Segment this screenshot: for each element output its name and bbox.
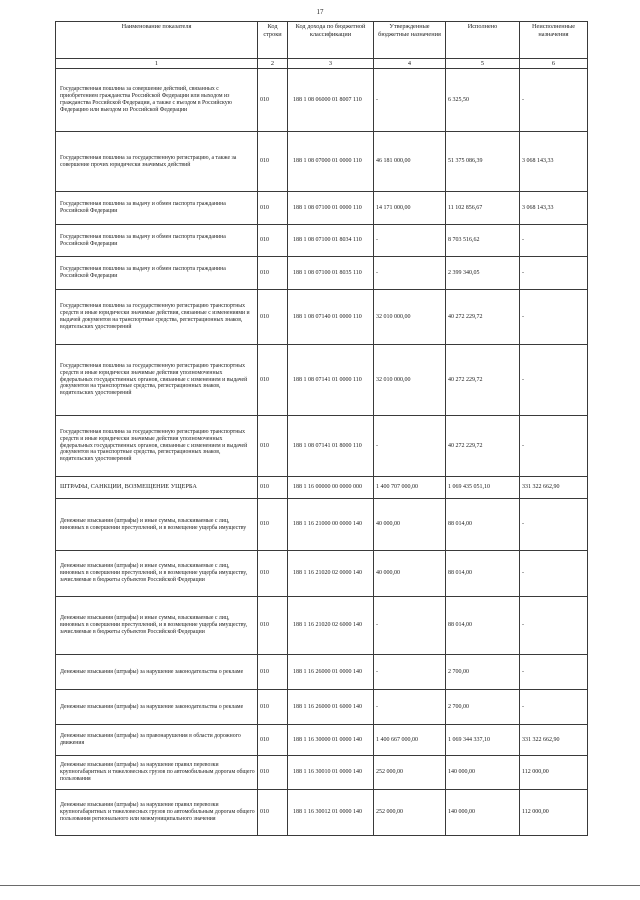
row-executed: 6 325,50: [446, 69, 520, 132]
row-unexecuted: -: [520, 225, 588, 257]
row-line-code: 010: [258, 225, 288, 257]
row-approved: 252 000,00: [374, 790, 446, 836]
row-unexecuted: -: [520, 551, 588, 597]
table-row: [56, 69, 588, 132]
row-executed: 88 014,00: [446, 597, 520, 655]
table-row: [56, 790, 588, 836]
row-line-code: 010: [258, 132, 288, 192]
row-name: Государственная пошлина за государственную регистрацию транспортных средств и иные юридически значимые действия уполномоченных федеральных государственных органов, связанные с изменением и выдачей документов на транспортные средства, регистрационных знаков, водительских удостоверений: [56, 345, 258, 416]
table-row: [56, 597, 588, 655]
row-executed: 11 102 856,67: [446, 192, 520, 225]
row-unexecuted: -: [520, 655, 588, 690]
row-unexecuted: -: [520, 690, 588, 725]
row-unexecuted: 3 068 143,33: [520, 192, 588, 225]
row-kbk: 188 1 08 07100 01 8034 110: [288, 225, 374, 257]
table-row: [56, 725, 588, 756]
row-approved: 14 171 000,00: [374, 192, 446, 225]
row-executed: 1 069 344 337,10: [446, 725, 520, 756]
row-line-code: 010: [258, 756, 288, 790]
row-line-code: 010: [258, 725, 288, 756]
budget-execution-table: [55, 21, 588, 836]
row-kbk: 188 1 16 21000 00 0000 140: [288, 499, 374, 551]
row-line-code: 010: [258, 257, 288, 290]
row-name: Денежные взыскания (штрафы) за нарушение правил перевозки крупногабаритных и тяжеловесных грузов по автомобильным дорогам общего пользования регионального или межмуниципального значения: [56, 790, 258, 836]
row-executed: 8 703 516,62: [446, 225, 520, 257]
table-row: [56, 257, 588, 290]
row-kbk: 188 1 16 21020 02 0000 140: [288, 551, 374, 597]
column-number-row: [56, 59, 588, 69]
table-row: [56, 551, 588, 597]
row-name: Государственная пошлина за совершение действий, связанных с приобретением гражданства Российской Федерации или выходом из гражданства Российской Федерации, а также с въездом в Российскую Федерацию или выездом из Российской Федерации: [56, 69, 258, 132]
row-line-code: 010: [258, 69, 288, 132]
row-unexecuted: 112 000,00: [520, 790, 588, 836]
row-line-code: 010: [258, 790, 288, 836]
row-executed: 140 000,00: [446, 756, 520, 790]
row-kbk: 188 1 08 07141 01 8000 110: [288, 416, 374, 477]
row-unexecuted: -: [520, 597, 588, 655]
row-approved: 40 000,00: [374, 499, 446, 551]
table-row: [56, 690, 588, 725]
row-approved: 32 010 000,00: [374, 290, 446, 345]
row-line-code: 010: [258, 192, 288, 225]
row-kbk: 188 1 08 07141 01 0000 110: [288, 345, 374, 416]
table-row: [56, 225, 588, 257]
row-executed: 2 399 340,05: [446, 257, 520, 290]
row-executed: 1 069 435 051,10: [446, 477, 520, 499]
row-approved: -: [374, 655, 446, 690]
row-approved: 1 400 707 000,00: [374, 477, 446, 499]
row-executed: 88 014,00: [446, 551, 520, 597]
column-number: 3: [288, 59, 374, 69]
header-line-code: Код строки: [258, 22, 288, 59]
row-kbk: 188 1 16 26000 01 6000 140: [288, 690, 374, 725]
row-unexecuted: 331 322 662,90: [520, 725, 588, 756]
table-row: [56, 132, 588, 192]
row-line-code: 010: [258, 655, 288, 690]
row-approved: -: [374, 225, 446, 257]
table-row: [56, 192, 588, 225]
row-unexecuted: -: [520, 290, 588, 345]
row-executed: 40 272 229,72: [446, 290, 520, 345]
row-kbk: 188 1 16 26000 01 0000 140: [288, 655, 374, 690]
row-approved: -: [374, 257, 446, 290]
row-kbk: 188 1 16 30012 01 0000 140: [288, 790, 374, 836]
column-number: 6: [520, 59, 588, 69]
column-number: 4: [374, 59, 446, 69]
row-approved: -: [374, 597, 446, 655]
row-kbk: 188 1 16 00000 00 0000 000: [288, 477, 374, 499]
row-line-code: 010: [258, 290, 288, 345]
row-approved: 32 010 000,00: [374, 345, 446, 416]
row-name: Государственная пошлина за выдачу и обмен паспорта гражданина Российской Федерации: [56, 192, 258, 225]
row-unexecuted: 331 322 662,90: [520, 477, 588, 499]
row-approved: 1 400 667 000,00: [374, 725, 446, 756]
table-row: [56, 416, 588, 477]
row-name: Государственная пошлина за государственную регистрацию транспортных средств и иные юридически значимые действия, связанные с изменениями и выдачей документов на транспортные средства, регистрационных знаков, водительских удостоверений: [56, 290, 258, 345]
row-kbk: 188 1 16 21020 02 6000 140: [288, 597, 374, 655]
row-name: Денежные взыскания (штрафы) за нарушение правил перевозки крупногабаритных и тяжеловесных грузов по автомобильным дорогам общего пользования: [56, 756, 258, 790]
row-name: Государственная пошлина за выдачу и обмен паспорта гражданина Российской Федерации: [56, 225, 258, 257]
row-executed: 140 000,00: [446, 790, 520, 836]
row-name: Денежные взыскания (штрафы) и иные суммы, взыскиваемые с лиц, виновных в совершении преступлений, и в возмещение ущерба имуществу: [56, 499, 258, 551]
row-name: Государственная пошлина за государственную регистрацию транспортных средств и иные юридически значимые действия уполномоченных федеральных государственных органов, связанные с изменением и выдачей документов на транспортные средства, регистрационных знаков, водительских удостоверений: [56, 416, 258, 477]
row-approved: 46 181 000,00: [374, 132, 446, 192]
row-approved: -: [374, 416, 446, 477]
column-number: 2: [258, 59, 288, 69]
row-approved: -: [374, 69, 446, 132]
row-name: ШТРАФЫ, САНКЦИИ, ВОЗМЕЩЕНИЕ УЩЕРБА: [56, 477, 258, 499]
row-line-code: 010: [258, 551, 288, 597]
column-number: 1: [56, 59, 258, 69]
header-approved: Утвержденные бюджетные назначения: [374, 22, 446, 59]
row-name: Денежные взыскания (штрафы) за правонарушения в области дорожного движения: [56, 725, 258, 756]
row-executed: 51 375 086,39: [446, 132, 520, 192]
table-row: [56, 756, 588, 790]
page-number: 17: [316, 8, 324, 16]
row-kbk: 188 1 16 30010 01 0000 140: [288, 756, 374, 790]
row-approved: 40 000,00: [374, 551, 446, 597]
row-kbk: 188 1 08 07000 01 0000 110: [288, 132, 374, 192]
table-row: [56, 290, 588, 345]
row-executed: 2 700,00: [446, 690, 520, 725]
header-executed: Исполнено: [446, 22, 520, 59]
row-unexecuted: 112 000,00: [520, 756, 588, 790]
row-name: Денежные взыскания (штрафы) и иные суммы, взыскиваемые с лиц, виновных в совершении преступлений, и в возмещение ущерба имуществу, зачисляемые в бюджеты субъектов Российской Федерации: [56, 551, 258, 597]
table-header-row: [56, 22, 588, 59]
row-kbk: 188 1 16 30000 01 0000 140: [288, 725, 374, 756]
row-unexecuted: -: [520, 69, 588, 132]
row-unexecuted: -: [520, 345, 588, 416]
row-line-code: 010: [258, 416, 288, 477]
row-name: Денежные взыскания (штрафы) за нарушение законодательства о рекламе: [56, 690, 258, 725]
row-unexecuted: 3 068 143,33: [520, 132, 588, 192]
table-row: [56, 655, 588, 690]
column-number: 5: [446, 59, 520, 69]
row-executed: 40 272 229,72: [446, 345, 520, 416]
table-body: [56, 69, 588, 836]
row-line-code: 010: [258, 597, 288, 655]
header-name: Наименование показателя: [56, 22, 258, 59]
row-name: Государственная пошлина за выдачу и обмен паспорта гражданина Российской Федерации: [56, 257, 258, 290]
row-line-code: 010: [258, 690, 288, 725]
row-line-code: 010: [258, 499, 288, 551]
row-kbk: 188 1 08 07100 01 0000 110: [288, 192, 374, 225]
row-approved: 252 000,00: [374, 756, 446, 790]
row-unexecuted: -: [520, 416, 588, 477]
row-executed: 40 272 229,72: [446, 416, 520, 477]
bottom-divider: [0, 885, 640, 886]
row-executed: 2 700,00: [446, 655, 520, 690]
row-line-code: 010: [258, 477, 288, 499]
row-unexecuted: -: [520, 499, 588, 551]
row-name: Денежные взыскания (штрафы) за нарушение законодательства о рекламе: [56, 655, 258, 690]
row-unexecuted: -: [520, 257, 588, 290]
table-row: [56, 499, 588, 551]
header-kbk: Код дохода по бюджетной классификации: [288, 22, 374, 59]
row-kbk: 188 1 08 06000 01 8007 110: [288, 69, 374, 132]
header-unexecuted: Неисполненные назначения: [520, 22, 588, 59]
row-kbk: 188 1 08 07140 01 0000 110: [288, 290, 374, 345]
row-name: Денежные взыскания (штрафы) и иные суммы, взыскиваемые с лиц, виновных в совершении преступлений, и в возмещение ущерба имуществу, зачисляемые в бюджеты субъектов Российской Федерации: [56, 597, 258, 655]
row-name: Государственная пошлина за государственную регистрацию, а также за совершение прочих юридически значимых действий: [56, 132, 258, 192]
row-kbk: 188 1 08 07100 01 8035 110: [288, 257, 374, 290]
row-executed: 88 014,00: [446, 499, 520, 551]
table-row: [56, 477, 588, 499]
row-line-code: 010: [258, 345, 288, 416]
table-row: [56, 345, 588, 416]
row-approved: -: [374, 690, 446, 725]
